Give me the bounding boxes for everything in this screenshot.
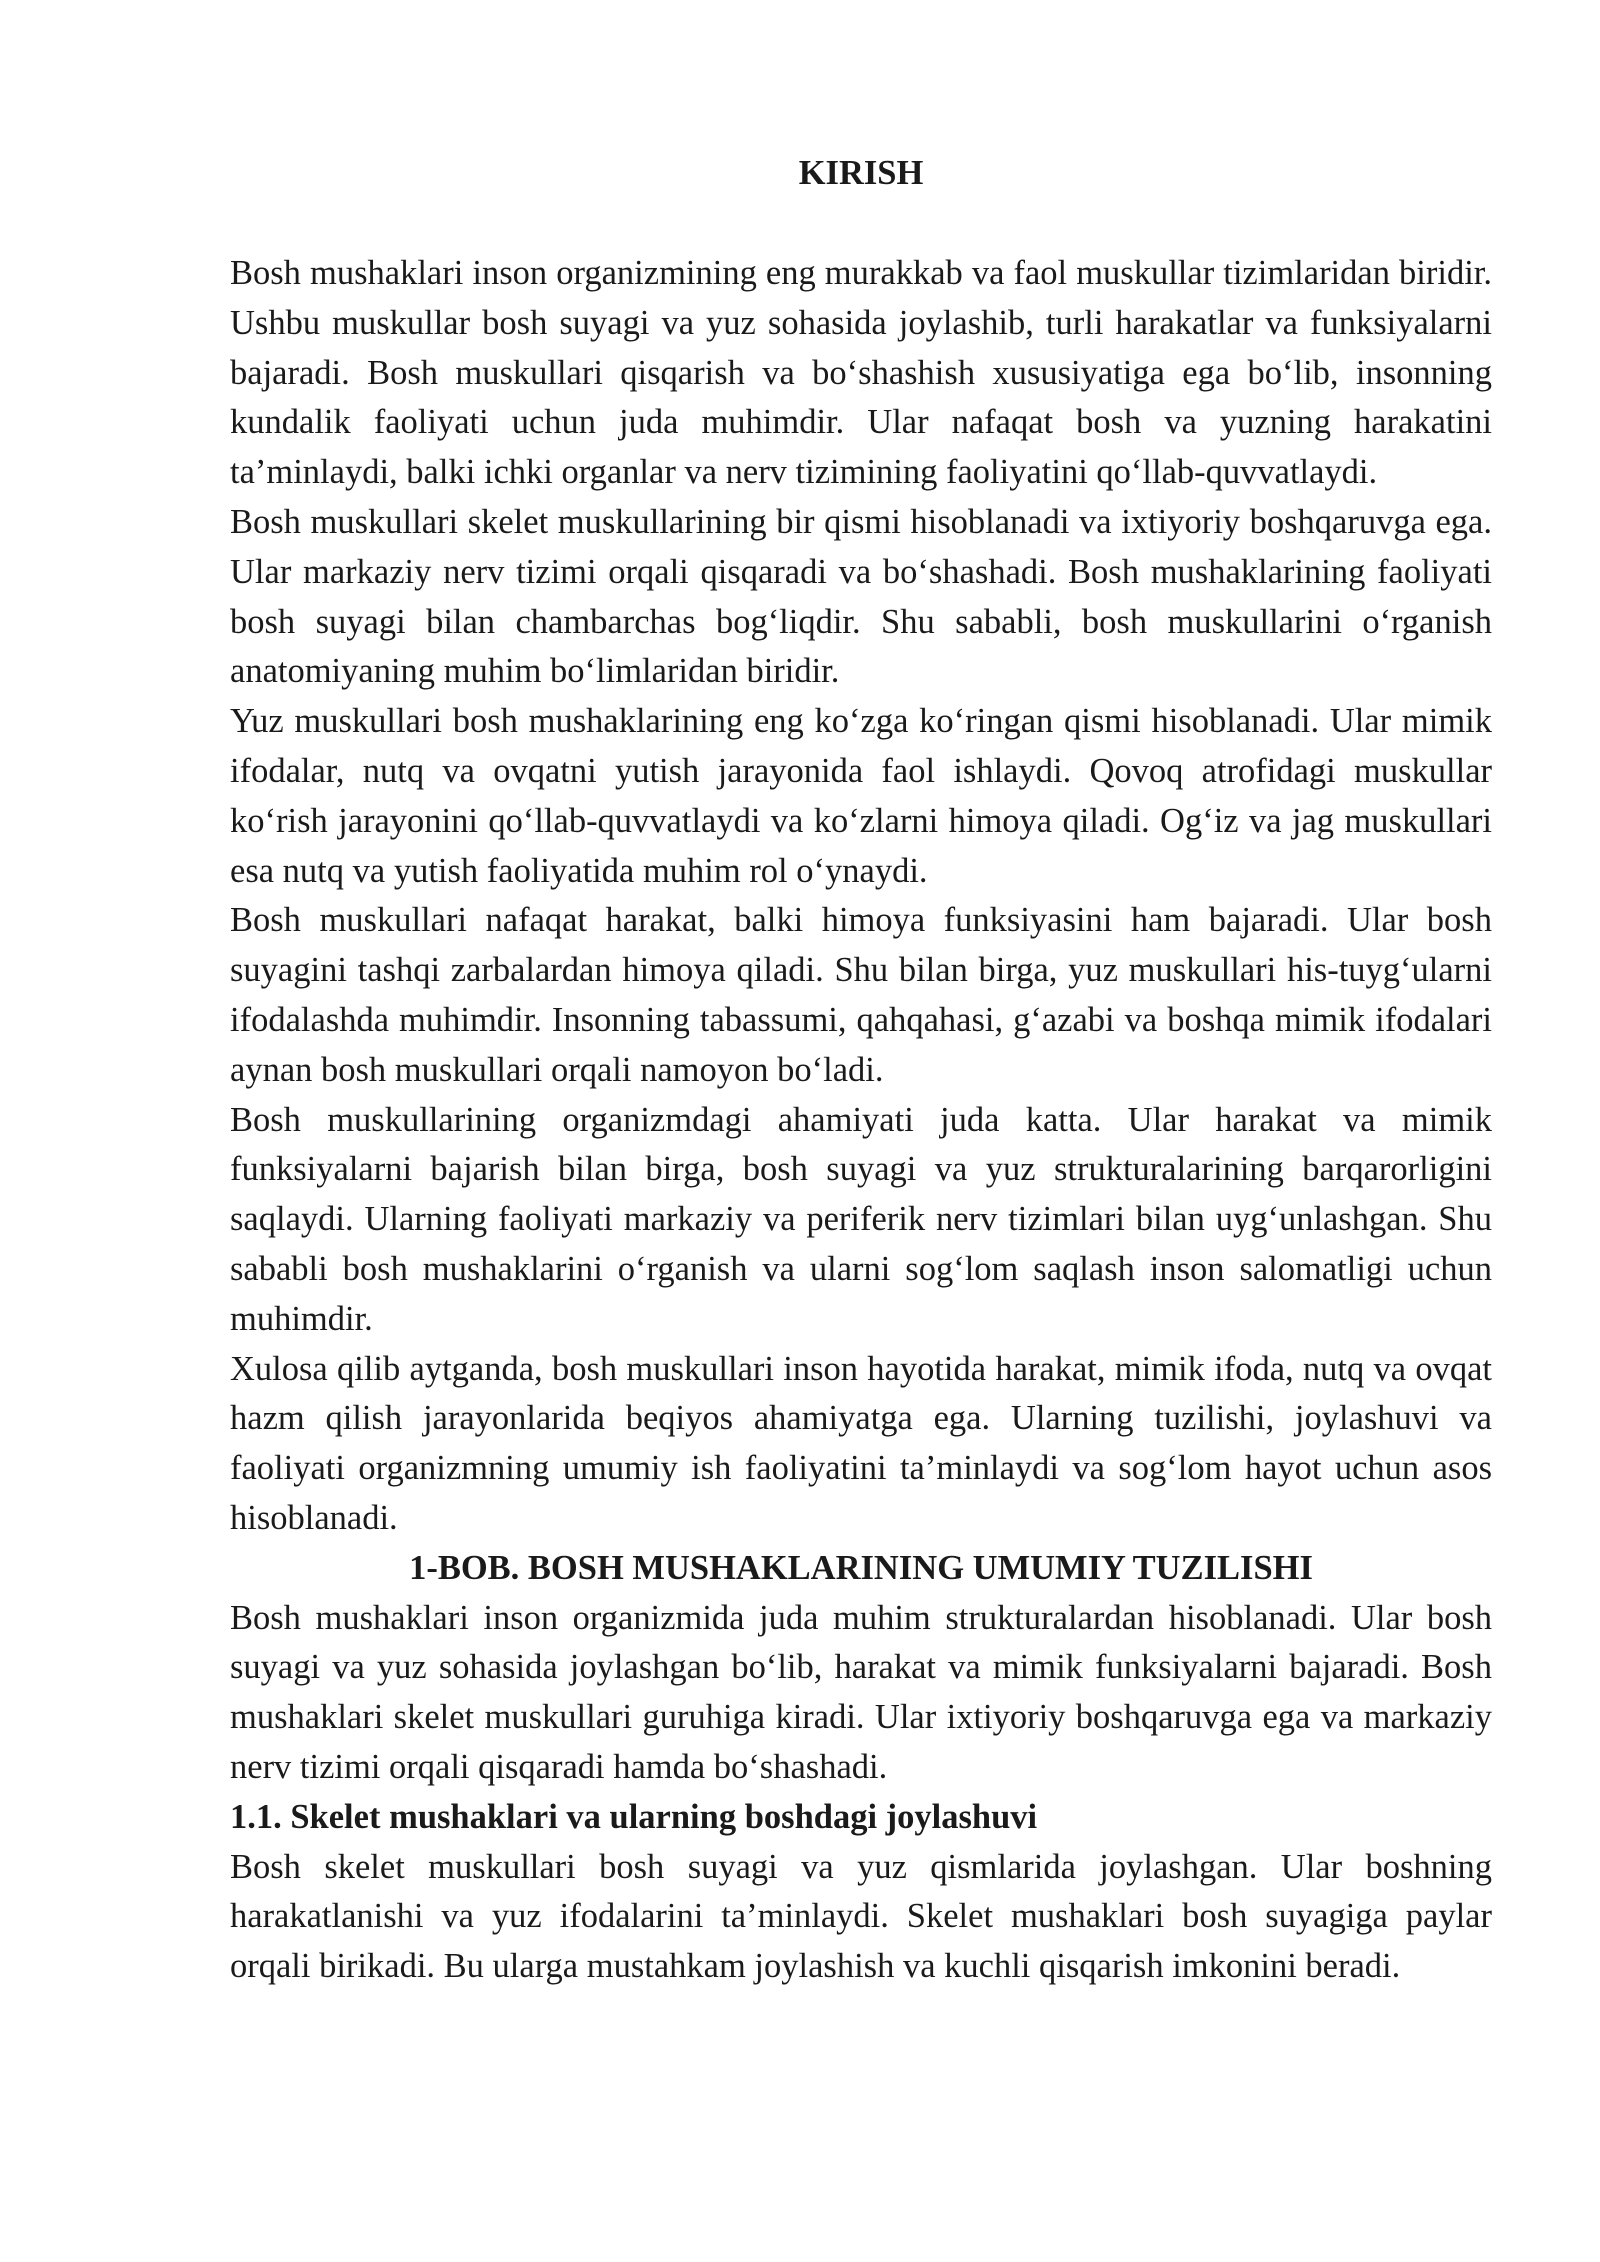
chapter-paragraph: Bosh mushaklari inson organizmida juda muhim strukturalardan hisoblanadi. Ular bosh suyagi va yuz sohasida joylashgan bo‘lib, harakat va mimik funksiyalarni bajaradi. Bosh mushaklari skelet muskullari guruhiga kiradi. Ular ixtiyoriy boshqaruvga ega va markaziy nerv tizimi orqali qisqaradi hamda bo‘shashadi. [230,1598,1492,1786]
document-body [230,148,1492,1992]
intro-paragraph-3: Yuz muskullari bosh mushaklarining eng ko‘zga ko‘ringan qismi hisoblanadi. Ular mimik ifodalar, nutq va ovqatni yutish jarayonida faol ishlaydi. Qovoq atrofidagi muskullar ko‘rish jarayonini qo‘llab-quvvatlaydi va ko‘zlarni himoya qiladi. Og‘iz va jag muskullari esa nutq va yutish faoliyatida muhim rol o‘ynaydi. [230,702,1492,890]
intro-paragraph-6: Xulosa qilib aytganda, bosh muskullari inson hayotida harakat, mimik ifoda, nutq va ovqat hazm qilish jarayonlarida beqiyos ahamiyatga ega. Ularning tuzilishi, joylashuvi va faoliyati organizmning umumiy ish faoliyatini ta’minlaydi va sog‘lom hayot uchun asos hisoblanadi. [230,1349,1492,1537]
intro-paragraph-4: Bosh muskullari nafaqat harakat, balki himoya funksiyasini ham bajaradi. Ular bosh suyagini tashqi zarbalardan himoya qiladi. Shu bilan birga, yuz muskullari his-tuyg‘ularni ifodalashda muhimdir. Insonning tabassumi, qahqahasi, g‘azabi va boshqa mimik ifodalari aynan bosh muskullari orqali namoyon bo‘ladi. [230,901,1492,1089]
page-title: KIRISH [798,154,924,192]
chapter-heading: 1-BOB. BOSH MUSHAKLARINING UMUMIY TUZILISHI [409,1548,1313,1587]
intro-paragraph-2: Bosh muskullari skelet muskullarining bir qismi hisoblanadi va ixtiyoriy boshqaruvga ega. Ular markaziy nerv tizimi orqali qisqaradi va bo‘shashadi. Bosh mushaklarining faoliyati bosh suyagi bilan chambarchas bog‘liqdir. Shu sababli, bosh muskullarini o‘rganish anatomiyaning muhim bo‘limlaridan biridir. [230,502,1492,691]
intro-paragraph-1: Bosh mushaklari inson organizmining eng murakkab va faol muskullar tizimlaridan biridir. Ushbu muskullar bosh suyagi va yuz sohasida joylashib, turli harakatlar va funksiyalarni bajaradi. Bosh muskullari qisqarish va bo‘shashish xususiyatiga ega bo‘lib, insonning kundalik faoliyati uchun juda muhimdir. Ular nafaqat bosh va yuzning harakatini ta’minlaydi, balki ichki organlar va nerv tizimining faoliyatini qo‘llab-quvvatlaydi. [230,254,1492,492]
section-paragraph: Bosh skelet muskullari bosh suyagi va yuz qismlarida joylashgan. Ular boshning harakatlanishi va yuz ifodalarini ta’minlaydi. Skelet mushaklari bosh suyagiga paylar orqali birikadi. Bu ularga mustahkam joylashish va kuchli qisqarish imkonini beradi. [230,1847,1492,1986]
section-heading: 1.1. Skelet mushaklari va ularning boshdagi joylashuvi [230,1797,1038,1836]
intro-paragraph-5: Bosh muskullarining organizmdagi ahamiyati juda katta. Ular harakat va mimik funksiyalarni bajarish bilan birga, bosh suyagi va yuz strukturalarining barqarorligini saqlaydi. Ularning faoliyati markaziy va periferik nerv tizimlari bilan uyg‘unlashgan. Shu sababli bosh mushaklarini o‘rganish va ularni sog‘lom saqlash inson salomatligi uchun muhimdir. [230,1100,1492,1338]
